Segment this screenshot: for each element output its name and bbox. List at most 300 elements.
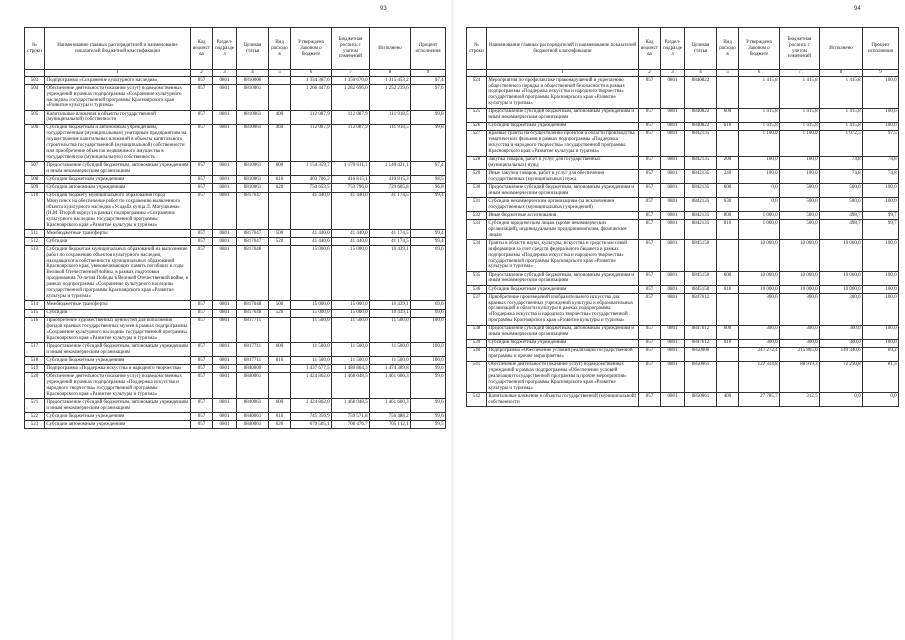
budget-list-amount-cell: 1 415,8 — [780, 77, 820, 109]
execution-percent-cell: 0,0 — [863, 393, 899, 407]
vedomstvo-code-cell: 057 — [639, 156, 661, 170]
executed-amount-cell: 11 500,0 — [370, 317, 411, 343]
approved-amount-cell: 1 100,0 — [739, 130, 780, 156]
executed-amount-cell: 1 461 600,3 — [370, 399, 411, 413]
target-article-cell: 0845150 — [685, 240, 717, 272]
approved-amount-cell: 0,0 — [739, 184, 780, 198]
table-row — [467, 108, 899, 122]
page-number: 93 — [380, 6, 387, 12]
razdel-code-cell: 0801 — [661, 77, 685, 109]
row-number-cell: 513 — [25, 246, 45, 301]
expense-type-cell: 400 — [717, 393, 739, 407]
executed-amount-cell: 1 415,8 — [820, 122, 863, 130]
row-name-cell: Предоставление субсидий бюджетным, автономным учреждениям и иным некоммерческим организациям — [487, 271, 639, 285]
executed-amount-cell: 10 439,1 — [370, 309, 411, 317]
execution-percent-cell: 100,0 — [411, 343, 446, 357]
header-cell: Процент исполнения — [411, 28, 446, 70]
row-number-cell: 511 — [25, 230, 45, 238]
budget-list-amount-cell: 41 440,0 — [332, 230, 370, 238]
expense-type-cell: 520 — [269, 238, 291, 246]
expense-type-cell: 610 — [269, 413, 291, 421]
target-article-cell: 0817711 — [237, 343, 269, 357]
budget-list-amount-cell: 10 000,0 — [780, 285, 820, 293]
budget-list-amount-cell: 100,0 — [780, 156, 820, 170]
budget-list-amount-cell: 1 170 611,1 — [332, 162, 370, 176]
razdel-code-cell: 0801 — [661, 339, 685, 347]
executed-amount-cell: 410 815,3 — [370, 176, 411, 184]
row-name-cell: Субсидии бюджетным учреждениям — [487, 122, 639, 130]
approved-amount-cell: 41 440,0 — [291, 238, 332, 246]
executed-amount-cell: 729 605,8 — [370, 184, 411, 192]
expense-type-cell: 600 — [717, 184, 739, 198]
header-cell: Вид расходов — [269, 28, 291, 70]
execution-percent-cell: 99,4 — [411, 230, 446, 238]
approved-amount-cell: 11 500,0 — [291, 357, 332, 365]
column-number-cell — [25, 70, 45, 77]
target-article-cell: 0847612 — [685, 325, 717, 339]
header-cell: Наименование главных распорядителей и наименование показателей бюджетной классификации — [487, 28, 639, 70]
header-cell: Наименование главных распорядителей и наименование показателей бюджетной классификации — [45, 28, 191, 70]
header-cell: Раздел-подраздел — [661, 28, 685, 70]
approved-amount-cell: 1 437 677,5 — [291, 365, 332, 373]
execution-percent-cell: 99,6 — [411, 399, 446, 413]
executed-amount-cell: 11 500,0 — [370, 357, 411, 365]
expense-type-cell: 600 — [269, 399, 291, 413]
row-name-cell: Обеспечение деятельности (оказание услуг) подведомственных учреждений в рамках подпрограммы «Поддержка искусства и народного творчества» государственной программы Красноярского края «Развитие культуры и туризма» — [45, 373, 191, 399]
execution-percent-cell: 100,0 — [863, 325, 899, 339]
razdel-code-cell: 0801 — [213, 246, 237, 301]
table-row — [25, 238, 446, 246]
row-number-cell: 535 — [467, 271, 487, 285]
column-number-cell: 3 — [661, 70, 685, 77]
vedomstvo-code-cell: 057 — [191, 317, 213, 343]
razdel-code-cell: 0801 — [213, 238, 237, 246]
row-number-cell: 526 — [467, 122, 487, 130]
row-name-cell: Краевые гранты на осуществление проектов в области производства тематических фильмов в рамках подпрограммы «Поддержка искусства и народного творчества» государственной программы Красноярского края «Развитие культуры и туризма» — [487, 130, 639, 156]
row-number-cell: 514 — [25, 301, 45, 309]
page-number: 94 — [854, 6, 861, 12]
approved-amount-cell: 1 415,8 — [739, 122, 780, 130]
row-name-cell: Предоставление субсидий бюджетным, автономным учреждениям и иным некоммерческим организациям — [45, 162, 191, 176]
razdel-code-cell: 0801 — [213, 317, 237, 343]
vedomstvo-code-cell: 057 — [639, 130, 661, 156]
row-number-cell: 538 — [467, 325, 487, 339]
razdel-code-cell: 0801 — [213, 357, 237, 365]
budget-list-amount-cell: 15 000,0 — [332, 246, 370, 301]
execution-percent-cell: 99,7 — [863, 212, 899, 220]
target-article-cell: 0817647 — [237, 192, 269, 230]
razdel-code-cell: 0801 — [661, 156, 685, 170]
budget-list-amount-cell: 215 805,0 — [780, 347, 820, 361]
executed-amount-cell: 41 174,5 — [370, 192, 411, 230]
budget-list-amount-cell: 300,0 — [780, 325, 820, 339]
row-number-cell: 540 — [467, 347, 487, 361]
target-article-cell: 0840000 — [237, 365, 269, 373]
razdel-code-cell: 0801 — [213, 162, 237, 176]
target-article-cell: 0840061 — [237, 399, 269, 413]
vedomstvo-code-cell: 057 — [191, 230, 213, 238]
razdel-code-cell: 0801 — [213, 399, 237, 413]
approved-amount-cell: 1 424 862,0 — [291, 373, 332, 399]
row-name-cell: Закупка товаров, работ и услуг для государственных (муниципальных) нужд — [487, 156, 639, 170]
expense-type-cell: 610 — [717, 285, 739, 293]
approved-amount-cell: 300,0 — [739, 294, 780, 326]
row-name-cell: Субсидии юридическим лицам (кроме некоммерческих организаций), индивидуальным предпринимателям, физическим лицам — [487, 220, 639, 240]
budget-list-amount-cell: 500,0 — [780, 198, 820, 212]
target-article-cell: 0845150 — [685, 285, 717, 293]
column-number-cell: 1 — [45, 70, 191, 77]
budget-list-amount-cell: 1 415,8 — [780, 122, 820, 130]
approved-amount-cell: 403 706,2 — [291, 176, 332, 184]
execution-percent-cell: 99,8 — [411, 124, 446, 162]
target-article-cell: 0817648 — [237, 309, 269, 317]
expense-type-cell — [269, 373, 291, 399]
expense-type-cell: 600 — [269, 343, 291, 357]
table-row — [467, 77, 899, 109]
row-number-cell: 508 — [25, 176, 45, 184]
razdel-code-cell: 0801 — [661, 271, 685, 285]
vedomstvo-code-cell: 057 — [191, 421, 213, 429]
expense-type-cell — [717, 130, 739, 156]
approved-amount-cell: 11 500,0 — [291, 343, 332, 357]
expense-type-cell — [717, 361, 739, 393]
row-name-cell: Субсидии — [45, 309, 191, 317]
budget-list-amount-cell: 1 282 696,0 — [332, 85, 370, 111]
execution-percent-cell: 100,0 — [863, 271, 899, 285]
executed-amount-cell: 1 140 421,1 — [370, 162, 411, 176]
budget-list-amount-cell: 100,0 — [780, 170, 820, 184]
expense-type-cell — [269, 192, 291, 230]
razdel-code-cell: 0801 — [661, 122, 685, 130]
executed-amount-cell: 1 474 389,8 — [370, 365, 411, 373]
razdel-code-cell: 0801 — [213, 230, 237, 238]
header-cell: Код ведомства — [639, 28, 661, 70]
executed-amount-cell: 0,0 — [820, 393, 863, 407]
row-name-cell: Иные бюджетные ассигнования — [487, 212, 639, 220]
approved-amount-cell: 300,0 — [739, 339, 780, 347]
table-row — [467, 285, 899, 293]
execution-percent-cell: 96,8 — [411, 184, 446, 192]
row-number-cell: 528 — [467, 156, 487, 170]
target-article-cell: 0817648 — [237, 246, 269, 301]
expense-type-cell: 600 — [717, 108, 739, 122]
razdel-code-cell: 0801 — [213, 176, 237, 184]
budget-list-amount-cell: 112 087,9 — [332, 124, 370, 162]
column-number-cell: 7 — [332, 70, 370, 77]
execution-percent-cell: 99,4 — [411, 238, 446, 246]
row-name-cell: Межбюджетные трансферты — [45, 230, 191, 238]
column-number-cell: 9 — [411, 70, 446, 77]
executed-amount-cell: 10 000,0 — [820, 271, 863, 285]
target-article-cell: 0850061 — [685, 393, 717, 407]
budget-list-amount-cell: 41 440,0 — [332, 238, 370, 246]
expense-type-cell: 600 — [269, 162, 291, 176]
row-name-cell: Субсидии бюджетам муниципальных образований на выполнение работ по сохранению объектов культурного наследия, находящихся в собственности муниципальных образований Красноярского края, увековечивающих память погибших в годы Великой Отечественной войны, в рамках подготовки празднования 70-летия Победы в Великой Отечественной войне, в рамках подпрограммы «Сохранение культурного наследия» государственной программы Красноярского края «Развитие культуры и туризма» — [45, 246, 191, 301]
budget-list-amount-cell: 708 476,7 — [332, 421, 370, 429]
table-row — [25, 357, 446, 365]
row-name-cell: Субсидии бюджетным учреждениям — [45, 176, 191, 184]
row-number-cell: 525 — [467, 108, 487, 122]
vedomstvo-code-cell: 057 — [639, 108, 661, 122]
executed-amount-cell: 10 439,1 — [370, 246, 411, 301]
execution-percent-cell: 98,5 — [411, 176, 446, 184]
approved-amount-cell: 750 653,5 — [291, 184, 332, 192]
approved-amount-cell: 1 000,0 — [739, 212, 780, 220]
table-row — [25, 184, 446, 192]
row-number-cell: 510 — [25, 192, 45, 230]
column-number-cell: 8 — [820, 70, 863, 77]
table-row — [25, 413, 446, 421]
table-row — [25, 373, 446, 399]
approved-amount-cell: 1 154 359,7 — [291, 162, 332, 176]
header-cell: Исполнено — [370, 28, 411, 70]
vedomstvo-code-cell: 057 — [191, 124, 213, 162]
target-article-cell: 0840822 — [685, 77, 717, 109]
header-row — [467, 28, 899, 70]
row-number-cell: 530 — [467, 184, 487, 198]
executed-amount-cell: 498,7 — [820, 212, 863, 220]
row-number-cell: 532 — [467, 212, 487, 220]
expense-type-cell: 600 — [717, 271, 739, 285]
row-number-cell: 517 — [25, 343, 45, 357]
target-article-cell: 0842135 — [685, 220, 717, 240]
target-article-cell: 0810061 — [237, 85, 269, 111]
executed-amount-cell: 41 174,5 — [370, 230, 411, 238]
row-name-cell: Субсидии некоммерческим организациям (за исключением государственных (муниципальных) учреждений) — [487, 198, 639, 212]
execution-percent-cell: 99,5 — [411, 421, 446, 429]
table-row — [467, 122, 899, 130]
execution-percent-cell: 97,4 — [411, 162, 446, 176]
row-number-cell: 504 — [25, 85, 45, 111]
expense-type-cell: 200 — [717, 156, 739, 170]
budget-list-amount-cell: 88 919,3 — [780, 361, 820, 393]
executed-amount-cell: 498,7 — [820, 220, 863, 240]
header-cell: Целевая статья — [237, 28, 269, 70]
expense-type-cell — [269, 317, 291, 343]
budget-list-amount-cell: 500,0 — [780, 220, 820, 240]
expense-type-cell — [269, 85, 291, 111]
razdel-code-cell: 0801 — [213, 413, 237, 421]
razdel-code-cell: 0801 — [213, 192, 237, 230]
target-article-cell: 0842135 — [685, 184, 717, 198]
approved-amount-cell: 1 266 447,6 — [291, 85, 332, 111]
approved-amount-cell: 0,0 — [739, 198, 780, 212]
row-name-cell: Предоставление субсидий бюджетным, автономным учреждениям и иным некоммерческим организациям — [487, 325, 639, 339]
row-name-cell: Подпрограмма «Сохранение культурного наследия» — [45, 77, 191, 85]
executed-amount-cell: 756 488,2 — [370, 413, 411, 421]
approved-amount-cell: 679 505,1 — [291, 421, 332, 429]
budget-list-amount-cell: 112 087,9 — [332, 110, 370, 124]
target-article-cell: 0850000 — [685, 347, 717, 361]
razdel-code-cell: 0801 — [661, 294, 685, 326]
execution-percent-cell: 99,7 — [863, 220, 899, 240]
target-article-cell: 0850061 — [685, 361, 717, 393]
row-name-cell: Субсидии бюджетным учреждениям — [487, 285, 639, 293]
expense-type-cell — [717, 77, 739, 109]
header-cell: Бюджетная роспись с учетом изменений — [332, 28, 370, 70]
vedomstvo-code-cell: 057 — [191, 343, 213, 357]
budget-list-amount-cell: 753 796,0 — [332, 184, 370, 192]
table-row — [467, 198, 899, 212]
executed-amount-cell: 10 439,1 — [370, 301, 411, 309]
razdel-code-cell: 0801 — [213, 301, 237, 309]
table-row — [467, 271, 899, 285]
expense-type-cell: 620 — [269, 421, 291, 429]
row-name-cell: Капитальные вложения в объекты государственной (муниципальной) собственности — [45, 110, 191, 124]
budget-list-amount-cell: 11 500,0 — [332, 357, 370, 365]
column-number-row — [467, 70, 899, 77]
header-row — [25, 28, 446, 70]
row-number-cell: 519 — [25, 365, 45, 373]
vedomstvo-code-cell: 057 — [191, 184, 213, 192]
vedomstvo-code-cell: 057 — [639, 271, 661, 285]
row-name-cell: Обеспечение деятельности (оказание услуг) подведомственных учреждений в рамках подпрограммы «Обеспечение условий реализации государственной программы и прочие мероприятия» государственной программы Красноярского края «Развитие культуры и туризма» — [487, 361, 639, 393]
executed-amount-cell: 1 461 600,3 — [370, 373, 411, 399]
table-row — [467, 393, 899, 407]
right-page — [454, 0, 905, 640]
executed-amount-cell: 1 252 239,6 — [370, 85, 411, 111]
target-article-cell: 0810000 — [237, 77, 269, 85]
left-page — [0, 0, 451, 640]
row-number-cell: 542 — [467, 393, 487, 407]
table-row — [25, 77, 446, 85]
expense-type-cell: 620 — [269, 184, 291, 192]
column-number-cell: 5 — [269, 70, 291, 77]
expense-type-cell: 520 — [269, 309, 291, 317]
row-name-cell: Предоставление субсидий бюджетным, автономным учреждениям и иным некоммерческим организациям — [487, 108, 639, 122]
budget-list-amount-cell: 11 500,0 — [332, 317, 370, 343]
execution-percent-cell: 99,6 — [411, 365, 446, 373]
razdel-code-cell: 0801 — [661, 198, 685, 212]
execution-percent-cell: 100,0 — [863, 77, 899, 109]
executed-amount-cell: 705 112,1 — [370, 421, 411, 429]
execution-percent-cell: 99,6 — [411, 413, 446, 421]
target-article-cell: 0847612 — [685, 339, 717, 347]
razdel-code-cell: 0801 — [213, 309, 237, 317]
row-name-cell: Субсидии бюджетным учреждениям — [45, 413, 191, 421]
column-number-cell: 5 — [717, 70, 739, 77]
table-row — [467, 339, 899, 347]
expense-type-cell — [717, 294, 739, 326]
row-number-cell: 527 — [467, 130, 487, 156]
expense-type-cell: 810 — [717, 220, 739, 240]
razdel-code-cell: 0801 — [213, 85, 237, 111]
header-cell: Утверждено Законом о бюджете — [291, 28, 332, 70]
target-article-cell: 0817647 — [237, 230, 269, 238]
expense-type-cell — [717, 347, 739, 361]
vedomstvo-code-cell: 057 — [639, 393, 661, 407]
table-row — [25, 124, 446, 162]
approved-amount-cell: 27 785,7 — [739, 393, 780, 407]
executed-amount-cell: 1 072,5 — [820, 130, 863, 156]
column-number-cell: 2 — [639, 70, 661, 77]
razdel-code-cell: 0801 — [661, 347, 685, 361]
target-article-cell: 0842135 — [685, 156, 717, 170]
table-row — [25, 246, 446, 301]
table-row — [25, 85, 446, 111]
execution-percent-cell: 69,6 — [411, 309, 446, 317]
header-cell: Исполнено — [820, 28, 863, 70]
header-cell: Целевая статья — [685, 28, 717, 70]
execution-percent-cell: 69,2 — [863, 347, 899, 361]
column-number-cell: 6 — [291, 70, 332, 77]
execution-percent-cell: 100,0 — [863, 122, 899, 130]
executed-amount-cell: 500,0 — [820, 184, 863, 198]
row-name-cell: Субсидии автономным учреждениям — [45, 421, 191, 429]
row-number-cell: 534 — [467, 240, 487, 272]
execution-percent-cell: 100,0 — [863, 184, 899, 198]
target-article-cell: 0810061 — [237, 110, 269, 124]
table-row — [467, 156, 899, 170]
row-number-cell: 506 — [25, 124, 45, 162]
target-article-cell: 0810061 — [237, 124, 269, 162]
budget-list-amount-cell: 1 468 048,5 — [332, 399, 370, 413]
vedomstvo-code-cell: 057 — [639, 294, 661, 326]
execution-percent-cell: 99,4 — [411, 192, 446, 230]
approved-amount-cell: 1 415,8 — [739, 77, 780, 109]
budget-list-amount-cell: 1 415,8 — [780, 108, 820, 122]
row-name-cell: Подпрограмма «Поддержка искусства и народного творчества» — [45, 365, 191, 373]
approved-amount-cell: 10 000,0 — [739, 271, 780, 285]
expense-type-cell: 460 — [269, 124, 291, 162]
expense-type-cell: 800 — [717, 212, 739, 220]
column-number-cell: 2 — [191, 70, 213, 77]
expense-type-cell: 600 — [717, 325, 739, 339]
execution-percent-cell: 97,4 — [411, 77, 446, 85]
vedomstvo-code-cell: 057 — [639, 184, 661, 198]
executed-amount-cell: 1 315 453,2 — [370, 77, 411, 85]
budget-list-amount-cell: 500,0 — [780, 184, 820, 198]
table-row — [25, 192, 446, 230]
table-row — [467, 240, 899, 272]
target-article-cell: 0817711 — [237, 317, 269, 343]
budget-list-amount-cell: 312,5 — [780, 393, 820, 407]
budget-list-amount-cell: 416 815,1 — [332, 176, 370, 184]
vedomstvo-code-cell: 057 — [639, 361, 661, 393]
budget-list-amount-cell: 11 500,0 — [332, 343, 370, 357]
target-article-cell: 0810061 — [237, 162, 269, 176]
vedomstvo-code-cell: 057 — [639, 212, 661, 220]
razdel-code-cell: 0801 — [661, 240, 685, 272]
executed-amount-cell: 10 000,0 — [820, 285, 863, 293]
vedomstvo-code-cell: 057 — [639, 198, 661, 212]
column-number-cell: 7 — [780, 70, 820, 77]
executed-amount-cell: 111 918,5 — [370, 124, 411, 162]
row-name-cell: Субсидии автономным учреждениям — [45, 184, 191, 192]
budget-list-amount-cell: 500,0 — [780, 212, 820, 220]
executed-amount-cell: 74,8 — [820, 170, 863, 184]
approved-amount-cell: 41 440,0 — [291, 192, 332, 230]
execution-percent-cell: 97,5 — [863, 130, 899, 156]
target-article-cell: 0817648 — [237, 301, 269, 309]
row-number-cell: 539 — [467, 339, 487, 347]
budget-list-amount-cell: 15 000,0 — [332, 301, 370, 309]
vedomstvo-code-cell: 057 — [191, 192, 213, 230]
razdel-code-cell: 0801 — [213, 110, 237, 124]
table-row — [467, 170, 899, 184]
table-row — [467, 130, 899, 156]
row-name-cell: Субсидии бюджетным и автономным учреждениям, государственным (муниципальным) унитарным предприятиям на осуществление капитальных вложений в объекты капитального строительства государственной (муниципальной) собственности или приобретение объектов недвижимого имущества в государственную (муниципальную) собственность — [45, 124, 191, 162]
razdel-code-cell: 0801 — [661, 361, 685, 393]
executed-amount-cell: 300,0 — [820, 325, 863, 339]
target-article-cell: 0842135 — [685, 212, 717, 220]
row-name-cell: Подпрограмма «Обеспечение условий реализации государственной программы и прочие мероприятия» — [487, 347, 639, 361]
approved-amount-cell: 11 500,0 — [291, 317, 332, 343]
row-name-cell: Приобретение художественных ценностей для пополнения фондов краевых государственных музеев в рамках подпрограммы «Сохранение культурного наследия» государственной программы Красноярского края «Развитие культуры и туризма» — [45, 317, 191, 343]
razdel-code-cell: 0801 — [661, 108, 685, 122]
column-number-cell: 6 — [739, 70, 780, 77]
vedomstvo-code-cell: 057 — [639, 339, 661, 347]
